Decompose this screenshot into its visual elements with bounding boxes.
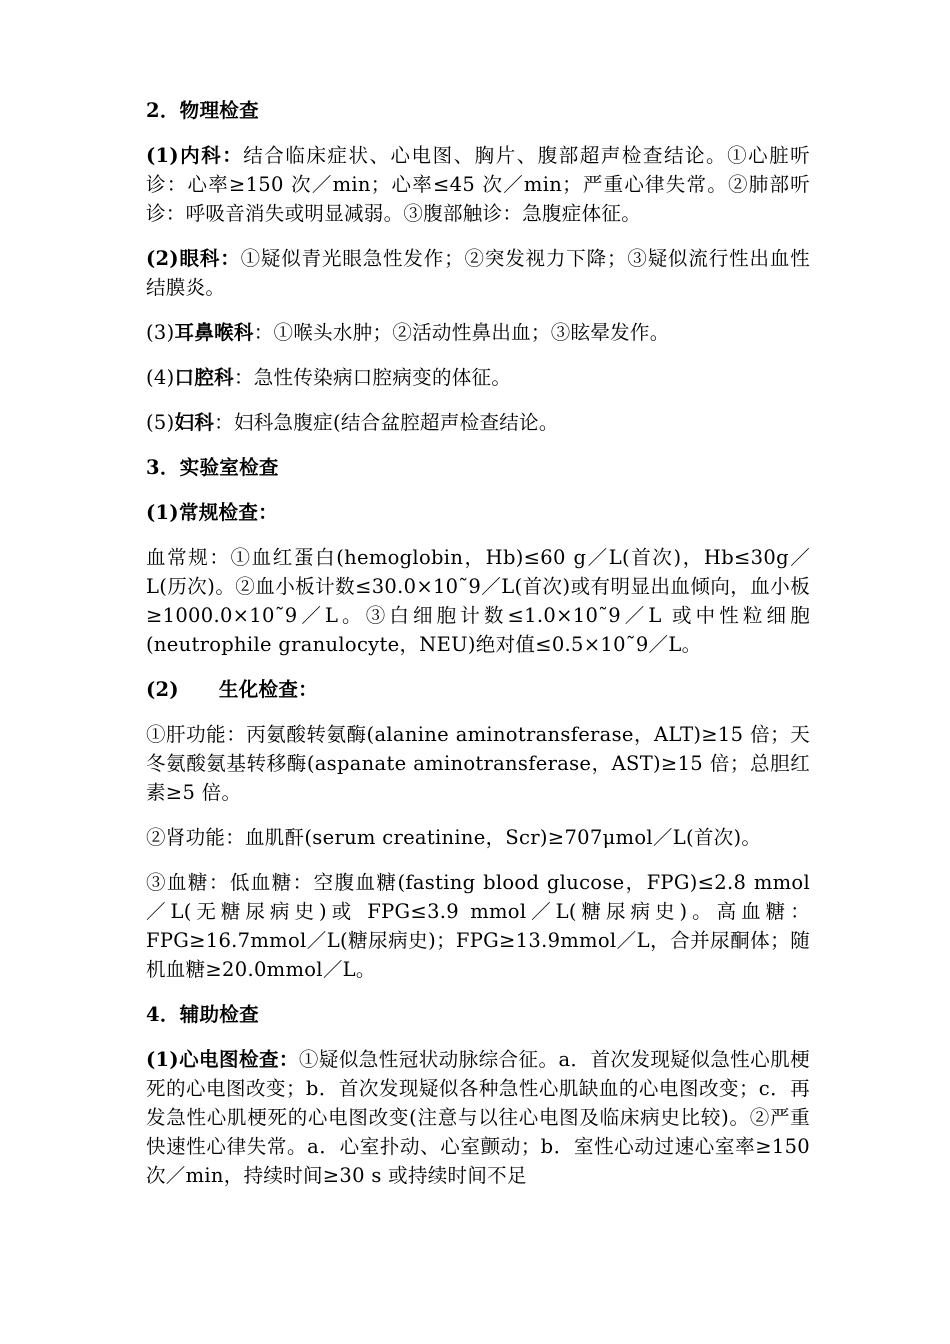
section-4-title: 4．辅助检查 bbox=[146, 1003, 259, 1026]
ecg-label: (1)心电图检查： bbox=[146, 1048, 299, 1071]
routine-exam-subtitle: (1)常规检查： bbox=[146, 501, 278, 524]
ecg-paragraph bbox=[146, 1045, 810, 1190]
ent-number: (3) bbox=[146, 321, 175, 344]
internal-medicine-text: 结合临床症状、心电图、胸片、腹部超声检查结论。①心脏听诊：心率≥150 次／min；心率≤45 次／min；严重心律失常。②肺部听诊：呼吸音消失或明显减弱。③腹部触诊：急腹症体征。 bbox=[146, 144, 810, 225]
section-3-title: 3．实验室检查 bbox=[146, 456, 279, 479]
gynecology-text: ：妇科急腹症(结合盆腔超声检查结论。 bbox=[214, 411, 559, 434]
internal-medicine-label: (1)内科： bbox=[146, 144, 244, 167]
gynecology-label: 妇科 bbox=[174, 411, 215, 434]
ent-text: ：①喉头水肿；②活动性鼻出血；③眩晕发作。 bbox=[253, 321, 670, 344]
gynecology-paragraph bbox=[146, 408, 810, 437]
ophthalmology-paragraph bbox=[146, 244, 810, 302]
ent-paragraph bbox=[146, 318, 810, 347]
biochem-number: (2) bbox=[146, 678, 179, 701]
ecg-text: ①疑似急性冠状动脉综合征。a．首次发现疑似急性心肌梗死的心电图改变；b．首次发现疑似各种急性心肌缺血的心电图改变；c．再发急性心肌梗死的心电图改变(注意与以往心电图及临床病史比较)。②严重快速性心律失常。a．心室扑动、心室颤动；b．室性心动过速心室率≥150 次／min，持续时间≥30 s 或持续时间不足 bbox=[146, 1048, 810, 1187]
section-2-title: 2．物理检查 bbox=[146, 99, 259, 122]
biochem-subtitle bbox=[146, 675, 810, 704]
gynecology-number: (5) bbox=[146, 411, 175, 434]
blood-glucose-paragraph: ③血糖：低血糖：空腹血糖(fasting blood glucose，FPG)≤2.8 mmol／L(无糖尿病史)或 FPG≤3.9 mmol／L(糖尿病史)。高血糖：FPG≥16.7mmol／L(糖尿病史)；FPG≥13.9mmol／L，合并尿酮体；随机血糖≥20.0mmol／L。 bbox=[146, 871, 810, 981]
ophthalmology-text: ①疑似青光眼急性发作；②突发视力下降；③疑似流行性出血性结膜炎。 bbox=[146, 247, 811, 299]
stomatology-paragraph bbox=[146, 363, 810, 392]
stomatology-text: ：急性传染病口腔病变的体征。 bbox=[233, 366, 512, 389]
liver-function-paragraph: ①肝功能：丙氨酸转氨酶(alanine aminotransferase，ALT)≥15 倍；天冬氨酸氨基转移酶(aspanate aminotransferase，AST)≥15 倍；总胆红素≥5 倍。 bbox=[146, 723, 810, 804]
stomatology-label: 口腔科 bbox=[174, 366, 234, 389]
kidney-function-paragraph: ②肾功能：血肌酐(serum creatinine，Scr)≥707μmol／L(首次)。 bbox=[146, 826, 762, 849]
ent-label: 耳鼻喉科 bbox=[174, 321, 254, 344]
stomatology-number: (4) bbox=[146, 366, 175, 389]
document-page bbox=[146, 96, 810, 1206]
biochem-label: 生化检查： bbox=[218, 678, 318, 701]
internal-medicine-paragraph bbox=[146, 141, 810, 228]
ophthalmology-label: (2)眼科： bbox=[146, 247, 241, 270]
blood-routine-paragraph: 血常规：①血红蛋白(hemoglobin，Hb)≤60 g／L(首次)，Hb≤30g／L(历次)。②血小板计数≤30.0×10˜9／L(首次)或有明显出血倾向，血小板≥1000.0×10˜9／L。③白细胞计数≤1.0×10˜9／L 或中性粒细胞(neutrophile granulocyte，NEU)绝对值≤0.5×10˜9／L。 bbox=[146, 546, 810, 656]
